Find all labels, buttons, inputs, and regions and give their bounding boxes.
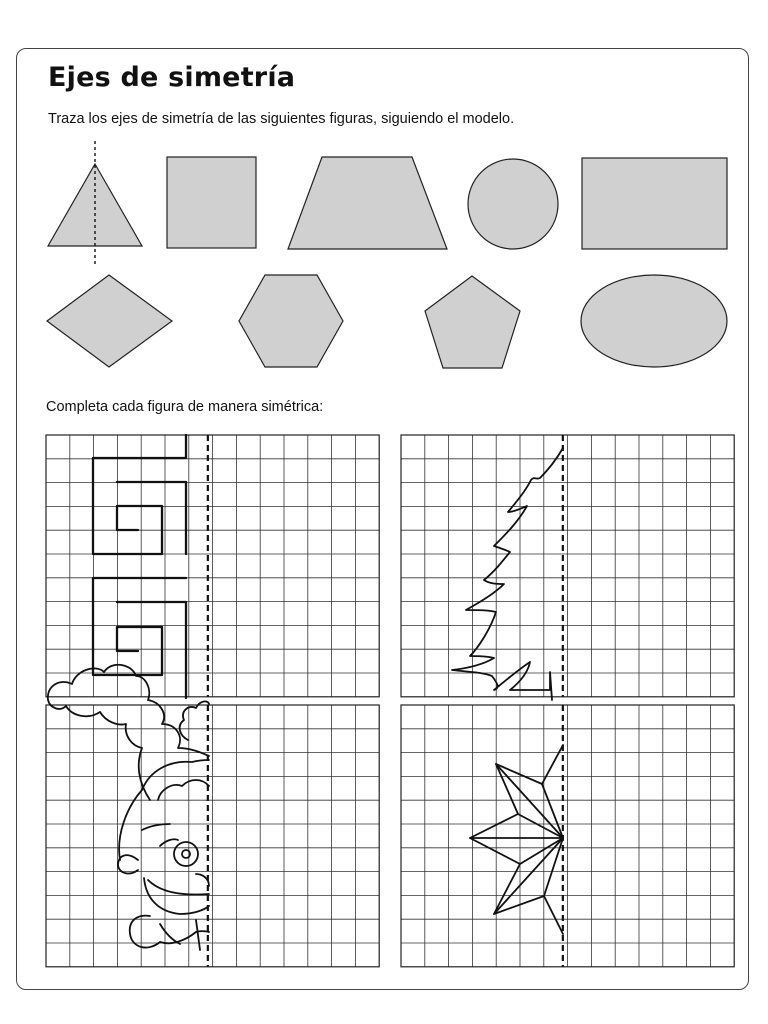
ellipse-shape[interactable] (581, 275, 727, 367)
instruction-axes: Traza los ejes de simetría de las siguientes figuras, siguiendo el modelo. (48, 111, 515, 127)
grid-pine-tree[interactable] (401, 435, 734, 697)
pine-tree-drawing (452, 448, 563, 700)
shapes-row-2 (47, 275, 727, 368)
square-shape[interactable] (167, 157, 256, 248)
hexagon-shape[interactable] (239, 275, 343, 367)
grid-greek-key[interactable] (46, 435, 379, 697)
grid-clown[interactable] (46, 705, 379, 967)
rhombus-shape[interactable] (47, 275, 172, 367)
instruction-complete: Completa cada figura de manera simétrica: (46, 399, 324, 415)
clown-drawing (48, 665, 209, 950)
shapes-row-1 (48, 141, 727, 266)
rectangle-shape[interactable] (582, 158, 727, 249)
trapezoid-shape[interactable] (288, 157, 447, 249)
page-title: Ejes de simetría (48, 62, 296, 93)
grid-star[interactable] (401, 705, 734, 967)
star-drawing (470, 745, 563, 934)
greek-key-pattern (93, 435, 186, 698)
pentagon-shape[interactable] (425, 276, 520, 368)
circle-shape[interactable] (468, 159, 558, 249)
